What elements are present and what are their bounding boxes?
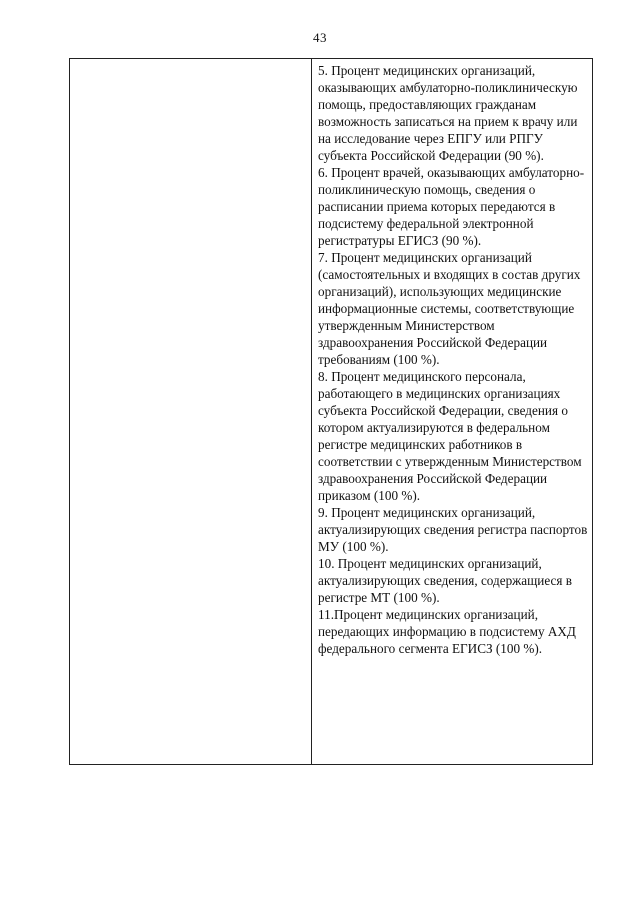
list-item-9: 9. Процент медицинских организаций, актуализирующих сведения регистра паспортов МУ (100 %). [318, 505, 588, 554]
list-item-8: 8. Процент медицинского персонала, работающего в медицинских организациях субъекта Российской Федерации, сведения о котором актуализируются в федеральном регистре медицинских работников в соответствии с утвержденным Министерством здравоохранения Российской Федерации приказом (100 %). [318, 369, 582, 503]
page-number: 43 [313, 30, 327, 45]
table-left-cell [70, 59, 312, 764]
list-item-7: 7. Процент медицинских организаций (самостоятельных и входящих в состав других организаций), использующих медицинские информационные системы, соответствующие утвержденным Министерством здравоохранения Российской Федерации требованиям (100 %). [318, 250, 581, 367]
list-item-10: 10. Процент медицинских организаций, актуализирующих сведения, содержащиеся в регистре МТ (100 %). [318, 556, 572, 605]
document-table [69, 58, 593, 765]
list-item-11: 11.Процент медицинских организаций, передающих информацию в подсистему АХД федерального сегмента ЕГИСЗ (100 %). [318, 607, 576, 656]
list-item-6: 6. Процент врачей, оказывающих амбулаторно-поликлиническую помощь, сведения о расписании приема которых передаются в подсистему федеральной электронной регистратуры ЕГИСЗ (90 %). [318, 165, 585, 248]
list-item-5: 5. Процент медицинских организаций, оказывающих амбулаторно-поликлиническую помощь, предоставляющих гражданам возможность записаться на прием к врачу или на исследование через ЕПГУ или РПГУ субъекта Российской Федерации (90 %). [318, 63, 578, 163]
table-right-cell [312, 59, 592, 764]
